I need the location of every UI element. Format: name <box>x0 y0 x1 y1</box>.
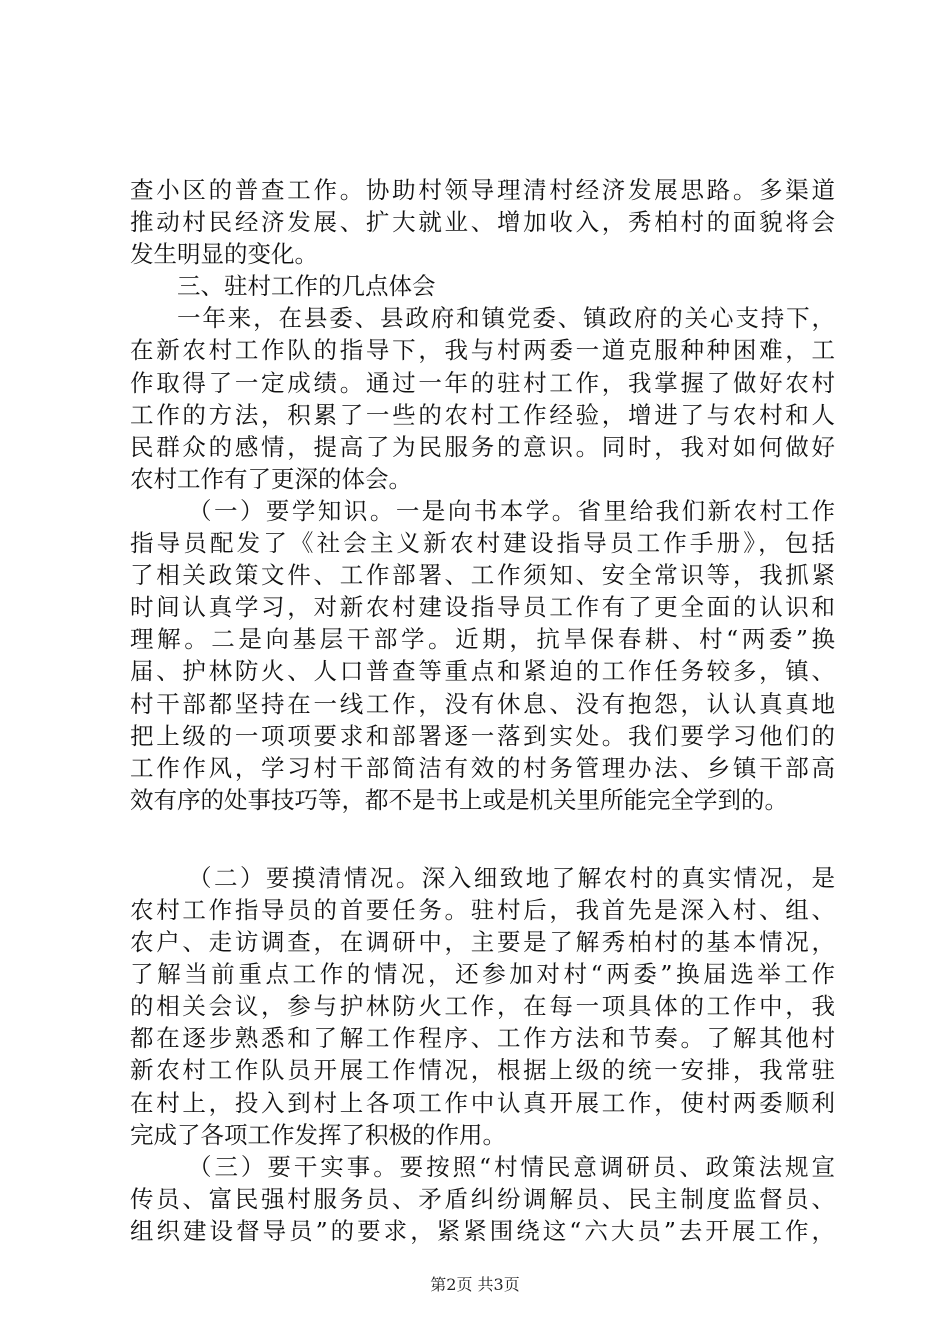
text-line: 农村工作指导员的首要任务。驻村后，我首先是深入村、组、 <box>130 895 835 924</box>
text-line: 时间认真学习，对新农村建设指导员工作有了更全面的认识和 <box>130 593 835 622</box>
text-line: 查小区的普查工作。协助村领导理清村经济发展思路。多渠道 <box>130 176 835 204</box>
text-line: （二）要摸清情况。深入细致地了解农村的真实情况，是 <box>188 863 835 892</box>
text-line: 一年来，在县委、县政府和镇党委、镇政府的关心支持下， <box>177 304 835 333</box>
text-line: 把上级的一项项要求和部署逐一落到实处。我们要学习他们的 <box>130 721 835 750</box>
text-line: 在新农村工作队的指导下，我与村两委一道克服种种困难，工 <box>130 336 835 365</box>
text-line: 工作的方法，积累了一些的农村工作经验，增进了与农村和人 <box>130 400 835 429</box>
text-line: 传员、富民强村服务员、矛盾纠纷调解员、民主制度监督员、 <box>130 1184 835 1213</box>
document-body <box>130 174 835 1247</box>
text-line: 指导员配发了《社会主义新农村建设指导员工作手册》，包括 <box>130 529 835 558</box>
text-line: 村干部都坚持在一线工作，没有休息、没有抱怨，认认真真地 <box>130 689 835 718</box>
text-line: 农村工作有了更深的体会。 <box>130 464 412 493</box>
text-line: 效有序的处事技巧等，都不是书上或是机关里所能完全学到的。 <box>130 785 788 814</box>
text-line: 推动村民经济发展、扩大就业、增加收入，秀柏村的面貌将会 <box>130 208 835 237</box>
text-line: 农户、走访调查，在调研中，主要是了解秀柏村的基本情况， <box>130 928 835 957</box>
text-line: 届、护林防火、人口普查等重点和紧迫的工作任务较多，镇、 <box>130 657 835 686</box>
text-line: 完成了各项工作发挥了积极的作用。 <box>130 1120 506 1149</box>
text-line: 民群众的感情，提高了为民服务的意识。同时，我对如何做好 <box>130 432 835 461</box>
text-line: （三）要干实事。要按照“村情民意调研员、政策法规宣 <box>188 1152 835 1181</box>
text-line: 了解当前重点工作的情况，还参加对村“两委”换届选举工作 <box>130 960 835 989</box>
text-line: 发生明显的变化。 <box>130 240 318 269</box>
page-footer: 第2页 共3页 <box>430 1275 520 1294</box>
section-heading: 三、驻村工作的几点体会 <box>177 272 436 301</box>
text-line: 组织建设督导员”的要求，紧紧围绕这“六大员”去开展工作， <box>130 1216 835 1245</box>
paragraph-gap <box>130 816 835 862</box>
text-line: 作取得了一定成绩。通过一年的驻村工作，我掌握了做好农村 <box>130 368 835 397</box>
text-line: 新农村工作队员开展工作情况，根据上级的统一安排，我常驻 <box>130 1056 835 1085</box>
text-line: 都在逐步熟悉和了解工作程序、工作方法和节奏。了解其他村 <box>130 1024 835 1053</box>
text-line: 了相关政策文件、工作部署、工作须知、安全常识等，我抓紧 <box>130 561 835 590</box>
text-line: 理解。二是向基层干部学。近期，抗旱保春耕、村“两委”换 <box>130 625 835 654</box>
text-line: （一）要学知识。一是向书本学。省里给我们新农村工作 <box>188 496 835 525</box>
text-line: 工作作风，学习村干部简洁有效的村务管理办法、乡镇干部高 <box>130 753 835 782</box>
text-line: 在村上，投入到村上各项工作中认真开展工作，使村两委顺利 <box>130 1088 835 1117</box>
text-line: 的相关会议，参与护林防火工作，在每一项具体的工作中，我 <box>130 992 835 1021</box>
